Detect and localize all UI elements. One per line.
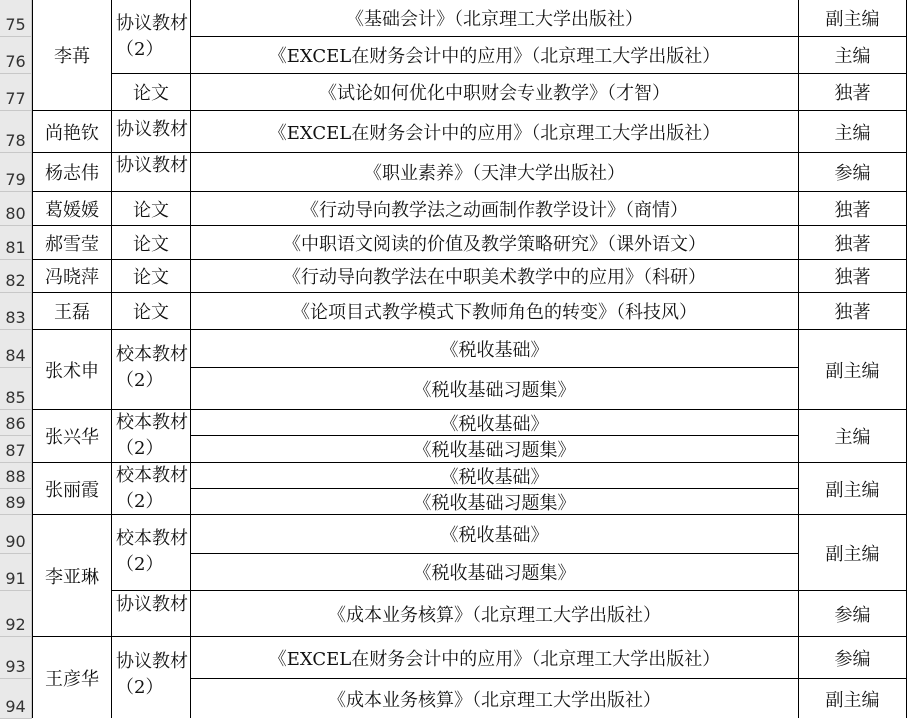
type-cell[interactable]: 协议教材 xyxy=(112,153,190,191)
row-header[interactable]: 89 xyxy=(0,489,32,515)
grid-line xyxy=(190,488,799,489)
role-cell[interactable]: 参编 xyxy=(799,637,906,678)
role-cell[interactable]: 副主编 xyxy=(799,463,906,514)
title-cell[interactable]: 《EXCEL在财务会计中的应用》（北京理工大学出版社） xyxy=(191,37,798,73)
role-cell[interactable]: 副主编 xyxy=(799,515,906,590)
name-hao[interactable]: 郝雪莹 xyxy=(33,226,111,259)
grid-line xyxy=(190,435,799,436)
name-wang-lei[interactable]: 王磊 xyxy=(33,293,111,329)
row-header[interactable]: 85 xyxy=(0,368,32,410)
title-cell[interactable]: 《试论如何优化中职财会专业教学》（才智） xyxy=(191,74,798,110)
role-cell[interactable]: 主编 xyxy=(799,37,906,73)
title-cell[interactable]: 《税收基础习题集》 xyxy=(191,368,798,409)
role-cell[interactable]: 独著 xyxy=(799,293,906,329)
name-zhang-shushen[interactable]: 张术申 xyxy=(33,330,111,409)
grid-line xyxy=(32,191,907,192)
name-yang[interactable]: 杨志伟 xyxy=(33,153,111,191)
grid-line xyxy=(111,0,112,718)
title-cell[interactable]: 《中职语文阅读的价值及教学策略研究》（课外语文） xyxy=(191,226,798,259)
grid-line xyxy=(32,329,907,330)
title-cell[interactable]: 《论项目式教学模式下教师角色的转变》（科技风） xyxy=(191,293,798,329)
type-cell[interactable]: 论文 xyxy=(112,74,190,110)
role-cell[interactable]: 主编 xyxy=(799,111,906,152)
grid-line xyxy=(32,110,907,111)
grid-line xyxy=(190,553,799,554)
grid-line xyxy=(798,0,799,718)
title-cell[interactable]: 《基础会计》（北京理工大学出版社） xyxy=(191,0,798,36)
title-cell[interactable]: 《税收基础》 xyxy=(191,410,798,435)
type-cell[interactable]: 校本教材（2） xyxy=(112,515,190,590)
grid-line xyxy=(32,152,907,153)
type-cell[interactable]: 论文 xyxy=(112,226,190,259)
type-cell[interactable]: 论文 xyxy=(112,192,190,225)
name-shang[interactable]: 尚艳钦 xyxy=(33,111,111,152)
grid-line xyxy=(32,462,907,463)
grid-line xyxy=(32,514,907,515)
title-cell[interactable]: 《成本业务核算》（北京理工大学出版社） xyxy=(191,591,798,636)
type-cell[interactable]: 论文 xyxy=(112,260,190,292)
type-cell[interactable]: 协议教材 xyxy=(112,591,190,636)
row-header[interactable]: 84 xyxy=(0,330,32,368)
grid-line xyxy=(190,0,191,718)
role-cell[interactable]: 主编 xyxy=(799,410,906,462)
role-cell[interactable]: 参编 xyxy=(799,153,906,191)
grid-line xyxy=(32,409,907,410)
name-feng[interactable]: 冯晓萍 xyxy=(33,260,111,292)
name-ge[interactable]: 葛媛媛 xyxy=(33,192,111,225)
title-cell[interactable]: 《税收基础》 xyxy=(191,330,798,367)
type-cell[interactable]: 校本教材（2） xyxy=(112,463,190,514)
role-cell[interactable]: 副主编 xyxy=(799,679,906,718)
grid-line xyxy=(190,678,907,679)
grid-line xyxy=(111,590,907,591)
row-header[interactable]: 80 xyxy=(0,192,32,226)
type-cell[interactable]: 协议教材（2） xyxy=(112,1,190,73)
title-cell[interactable]: 《成本业务核算》（北京理工大学出版社） xyxy=(191,679,798,718)
grid-line xyxy=(111,73,907,74)
type-cell[interactable]: 论文 xyxy=(112,293,190,329)
type-cell[interactable]: 校本教材（2） xyxy=(112,330,190,409)
role-cell[interactable]: 副主编 xyxy=(799,0,906,36)
title-cell[interactable]: 《EXCEL在财务会计中的应用》（北京理工大学出版社） xyxy=(191,111,798,152)
role-cell[interactable]: 独著 xyxy=(799,192,906,225)
title-cell[interactable]: 《职业素养》（天津大学出版社） xyxy=(191,153,798,191)
name-zhang-lixia[interactable]: 张丽霞 xyxy=(33,463,111,514)
role-cell[interactable]: 副主编 xyxy=(799,330,906,409)
row-header[interactable]: 87 xyxy=(0,436,32,463)
grid-line xyxy=(32,292,907,293)
name-li-yalin[interactable]: 李亚琳 xyxy=(33,515,111,636)
row-header[interactable]: 75 xyxy=(0,0,32,37)
row-header[interactable]: 88 xyxy=(0,463,32,489)
grid-line xyxy=(32,636,907,637)
row-header[interactable]: 94 xyxy=(0,679,32,719)
grid-line xyxy=(32,225,907,226)
row-header[interactable]: 82 xyxy=(0,260,32,293)
title-cell[interactable]: 《行动导向教学法在中职美术教学中的应用》（科研） xyxy=(191,260,798,292)
row-header[interactable]: 92 xyxy=(0,591,32,637)
title-cell[interactable]: 《税收基础》 xyxy=(191,463,798,488)
title-cell[interactable]: 《EXCEL在财务会计中的应用》（北京理工大学出版社） xyxy=(191,637,798,678)
title-cell[interactable]: 《税收基础习题集》 xyxy=(191,554,798,590)
name-wang-yanhua[interactable]: 王彦华 xyxy=(33,637,111,718)
type-cell[interactable]: 协议教材 xyxy=(112,111,190,152)
role-cell[interactable]: 独著 xyxy=(799,260,906,292)
grid-line xyxy=(32,259,907,260)
row-header[interactable]: 86 xyxy=(0,410,32,436)
role-cell[interactable]: 独著 xyxy=(799,226,906,259)
role-cell[interactable]: 参编 xyxy=(799,591,906,636)
grid-line xyxy=(32,0,33,718)
grid-line xyxy=(906,0,907,718)
row-header[interactable]: 79 xyxy=(0,153,32,192)
grid-line xyxy=(190,36,907,37)
type-cell[interactable]: 校本教材（2） xyxy=(112,410,190,462)
name-li-ran[interactable]: 李苒 xyxy=(33,0,111,110)
type-cell[interactable]: 协议教材（2） xyxy=(112,637,190,718)
row-header[interactable]: 78 xyxy=(0,111,32,153)
title-cell[interactable]: 《行动导向教学法之动画制作教学设计》（商情） xyxy=(191,192,798,225)
title-cell[interactable]: 《税收基础习题集》 xyxy=(191,489,798,514)
row-header[interactable]: 83 xyxy=(0,293,32,330)
row-header[interactable]: 91 xyxy=(0,554,32,591)
name-zhang-xinghua[interactable]: 张兴华 xyxy=(33,410,111,462)
title-cell[interactable]: 《税收基础》 xyxy=(191,515,798,553)
role-cell[interactable]: 独著 xyxy=(799,74,906,110)
title-cell[interactable]: 《税收基础习题集》 xyxy=(191,436,798,462)
row-header[interactable]: 81 xyxy=(0,226,32,260)
row-header[interactable]: 77 xyxy=(0,74,32,111)
grid-line xyxy=(190,367,799,368)
row-header[interactable]: 93 xyxy=(0,637,32,679)
row-header[interactable]: 90 xyxy=(0,515,32,554)
row-header[interactable]: 76 xyxy=(0,37,32,74)
